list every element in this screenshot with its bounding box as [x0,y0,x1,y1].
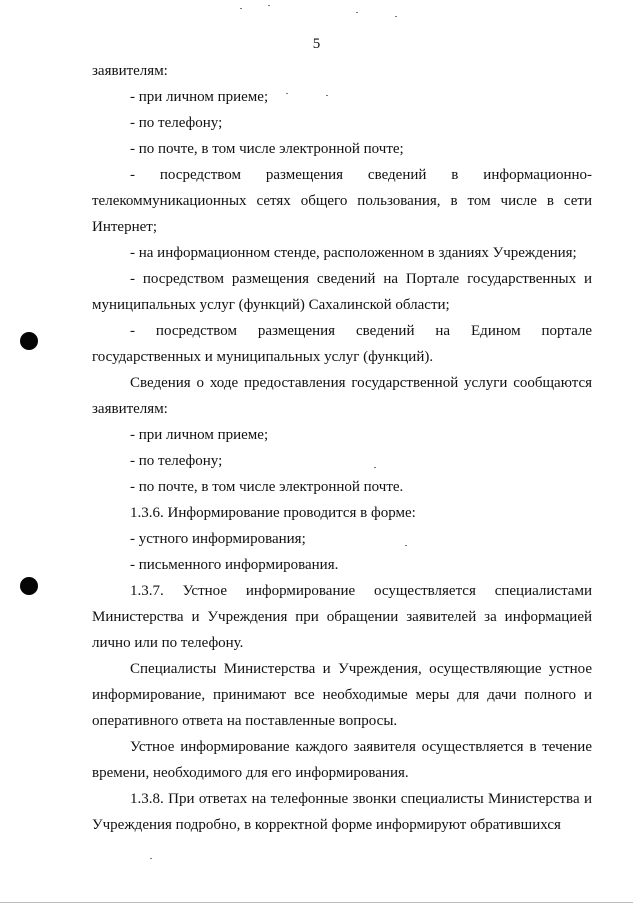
list-item: - по телефону; [130,453,223,469]
list-item: - по почте, в том числе электронной почте; [130,141,404,157]
list-item: - по телефону; [130,115,223,131]
page-edge [0,902,633,903]
paragraph: Сведения о ходе предоставления государственной услуги сообщаются заявителям: [92,375,592,417]
list-item: - при личном приеме; [130,427,269,443]
scan-speckle [395,16,397,17]
paragraph: Устное информирование каждого заявителя осуществляется в течение времени, необходимого для его информирования. [92,739,592,781]
list-item: - посредством размещения сведений на Едином портале государственных и муниципальных услуг (функций). [92,323,592,365]
list-item: - посредством размещения сведений на Портале государственных и муниципальных услуг (функций) Сахалинской области; [92,271,592,313]
paragraph: Специалисты Министерства и Учреждения, осуществляющие устное информирование, принимают все необходимые меры для дачи полного и оперативного ответа на поставленные вопросы. [92,661,592,729]
list-item: - письменного информирования. [130,557,339,573]
section-heading: 1.3.6. Информирование проводится в форме: [130,505,416,521]
scan-speckle [150,858,152,859]
list-item: - на информационном стенде, расположенном в зданиях Учреждения; [130,245,577,261]
paragraph: 1.3.7. Устное информирование осуществляется специалистами Министерства и Учреждения при обращении заявителей за информацией лично или по телефону. [92,583,592,651]
punch-hole-mark [20,332,38,350]
scan-speckle [268,5,270,6]
list-item: - посредством размещения сведений в информационно-телекоммуникационных сетях общего пользования, в том числе в сети Интернет; [92,167,592,235]
paragraph: заявителям: [92,63,168,79]
list-item: - при личном приеме; [130,89,269,105]
scan-speckle [240,8,242,9]
list-item: - устного информирования; [130,531,306,547]
paragraph: 1.3.8. При ответах на телефонные звонки специалисты Министерства и Учреждения подробно, в корректной форме информируют обратившихся [92,791,592,833]
page-number: 5 [312,36,321,52]
document-body [92,58,592,838]
punch-hole-mark [20,577,38,595]
list-item: - по почте, в том числе электронной почте. [130,479,404,495]
scan-speckle [356,12,358,13]
